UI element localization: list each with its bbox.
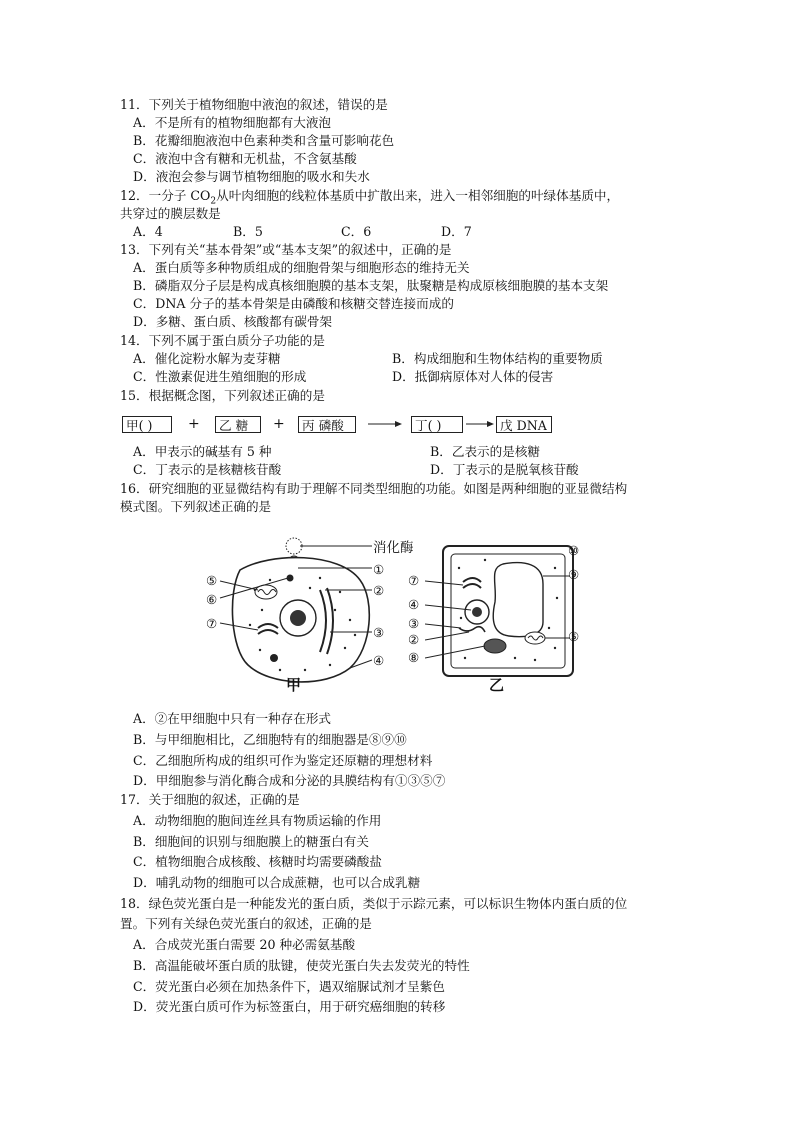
q18-stem: 18．绿色荧光蛋白是一种能发光的蛋白质，类似于示踪元素，可以标识生物体内蛋白质的位 xyxy=(120,896,628,911)
diagram-box-jia: 甲( ) xyxy=(122,416,172,433)
q18-option-b: B．高温能破坏蛋白质的肽键，使荧光蛋白失去发荧光的特性 xyxy=(133,958,470,973)
q12-option-c: C．6 xyxy=(341,224,372,239)
q15-option-d: D．丁表示的是脱氧核苷酸 xyxy=(430,462,579,477)
q15-option-b: B．乙表示的是核糖 xyxy=(430,444,541,459)
q11-option-a: A．不是所有的植物细胞都有大液泡 xyxy=(133,115,332,130)
q12-option-b: B．5 xyxy=(233,224,263,239)
q15-option-c: C．丁表示的是核糖核苷酸 xyxy=(133,462,282,477)
q15-option-a: A．甲表示的碱基有 5 种 xyxy=(133,444,272,459)
q12-option-a: A．4 xyxy=(133,224,163,239)
plant-cell-figure xyxy=(425,538,595,688)
diagram-plus-1: + xyxy=(188,416,200,432)
q11-option-b: B．花瓣细胞液泡中色素种类和含量可影响花色 xyxy=(133,133,395,148)
plant-label-8: ⑧ xyxy=(408,650,420,665)
q11-option-d: D．液泡会参与调节植物细胞的吸水和失水 xyxy=(133,169,370,184)
plant-cell-caption: 乙 xyxy=(489,676,505,694)
animal-cell-caption: 甲 xyxy=(286,676,302,694)
animal-label-6: ⑥ xyxy=(206,592,218,607)
diagram-box-bing: 丙 磷酸 xyxy=(298,416,356,433)
animal-label-5: ⑤ xyxy=(206,573,218,588)
diagram-box-ding: 丁( ) xyxy=(411,416,463,433)
q11-stem: 11．下列关于植物细胞中液泡的叙述，错误的是 xyxy=(120,97,388,112)
q16-stem-line2: 模式图。下列叙述正确的是 xyxy=(120,499,272,514)
q14-option-b: B．构成细胞和生物体结构的重要物质 xyxy=(392,351,603,366)
plant-label-2: ② xyxy=(408,632,420,647)
q13-option-c: C．DNA 分子的基本骨架是由磷酸和核糖交替连接而成的 xyxy=(133,296,454,311)
q12-option-d: D．7 xyxy=(441,224,472,239)
q14-option-c: C．性激素促进生殖细胞的形成 xyxy=(133,369,307,384)
plant-label-10: ⑩ xyxy=(568,543,580,558)
q14-stem: 14．下列不属于蛋白质分子功能的是 xyxy=(120,333,325,348)
q16-option-a: A．②在甲细胞中只有一种存在形式 xyxy=(133,711,332,726)
q18-option-d: D．荧光蛋白质可作为标签蛋白，用于研究癌细胞的转移 xyxy=(133,999,446,1014)
q17-option-a: A．动物细胞的胞间连丝具有物质运输的作用 xyxy=(133,813,382,828)
q12-stem-sub: 2 xyxy=(210,196,217,207)
q13-stem: 13．下列有关“基本骨架”或“基本支架”的叙述中，正确的是 xyxy=(120,242,452,257)
q14-option-a: A．催化淀粉水解为麦芽糖 xyxy=(133,351,281,366)
q17-option-d: D．哺乳动物的细胞可以合成蔗糖，也可以合成乳糖 xyxy=(133,875,421,890)
diagram-arrow-2 xyxy=(466,419,494,429)
animal-label-2: ② xyxy=(373,583,385,598)
q16-option-d: D．甲细胞参与消化酶合成和分泌的具膜结构有①③⑤⑦ xyxy=(133,773,446,788)
q16-option-c: C．乙细胞所构成的组织可作为鉴定还原糖的理想材料 xyxy=(133,753,433,768)
q11-option-c: C．液泡中含有糖和无机盐，不含氨基酸 xyxy=(133,151,357,166)
diagram-arrow-1 xyxy=(368,419,402,429)
animal-label-4: ④ xyxy=(373,653,385,668)
plant-label-5: ⑤ xyxy=(568,629,580,644)
q13-option-d: D．多糖、蛋白质、核酸都有碳骨架 xyxy=(133,314,333,329)
q17-stem: 17．关于细胞的叙述，正确的是 xyxy=(120,792,300,807)
q15-stem: 15．根据概念图，下列叙述正确的是 xyxy=(120,388,325,403)
diagram-box-yi: 乙 糖 xyxy=(215,416,261,433)
q16-option-b: B．与甲细胞相比，乙细胞特有的细胞器是⑧⑨⑩ xyxy=(133,732,407,747)
q13-option-a: A．蛋白质等多种物质组成的细胞骨架与细胞形态的维持无关 xyxy=(133,260,470,275)
animal-label-1: ① xyxy=(373,562,385,577)
q14-option-d: D．抵御病原体对人体的侵害 xyxy=(392,369,554,384)
q12-stem-line2: 共穿过的膜层数是 xyxy=(120,206,221,221)
q16-stem: 16．研究细胞的亚显微结构有助于理解不同类型细胞的功能。如图是两种细胞的亚显微结构 xyxy=(120,481,628,496)
q18-option-a: A．合成荧光蛋白需要 20 种必需氨基酸 xyxy=(133,937,356,952)
q13-option-b: B．磷脂双分子层是构成真核细胞膜的基本支架，肽聚糖是构成原核细胞膜的基本支架 xyxy=(133,278,609,293)
plant-label-7: ⑦ xyxy=(408,573,420,588)
q18-option-c: C．荧光蛋白必须在加热条件下，遇双缩脲试剂才呈紫色 xyxy=(133,979,445,994)
plant-label-4: ④ xyxy=(408,597,420,612)
plant-label-9: ⑨ xyxy=(568,567,580,582)
q12-stem-pre: 12．一分子 CO xyxy=(120,188,211,203)
animal-label-7: ⑦ xyxy=(206,616,218,631)
enzyme-label: 消化酶 xyxy=(373,540,414,556)
diagram-box-wu: 戊 DNA xyxy=(496,416,552,433)
diagram-plus-2: + xyxy=(273,416,285,432)
animal-label-3: ③ xyxy=(373,625,385,640)
q12-stem-post: 从叶肉细胞的线粒体基质中扩散出来，进入一相邻细胞的叶绿体基质中， xyxy=(216,188,620,203)
q18-stem-line2: 置。下列有关绿色荧光蛋白的叙述，正确的是 xyxy=(120,916,372,931)
q17-option-c: C．植物细胞合成核酸、核糖时均需要磷酸盐 xyxy=(133,854,382,869)
q17-option-b: B．细胞间的识别与细胞膜上的糖蛋白有关 xyxy=(133,834,369,849)
plant-label-3: ③ xyxy=(408,616,420,631)
